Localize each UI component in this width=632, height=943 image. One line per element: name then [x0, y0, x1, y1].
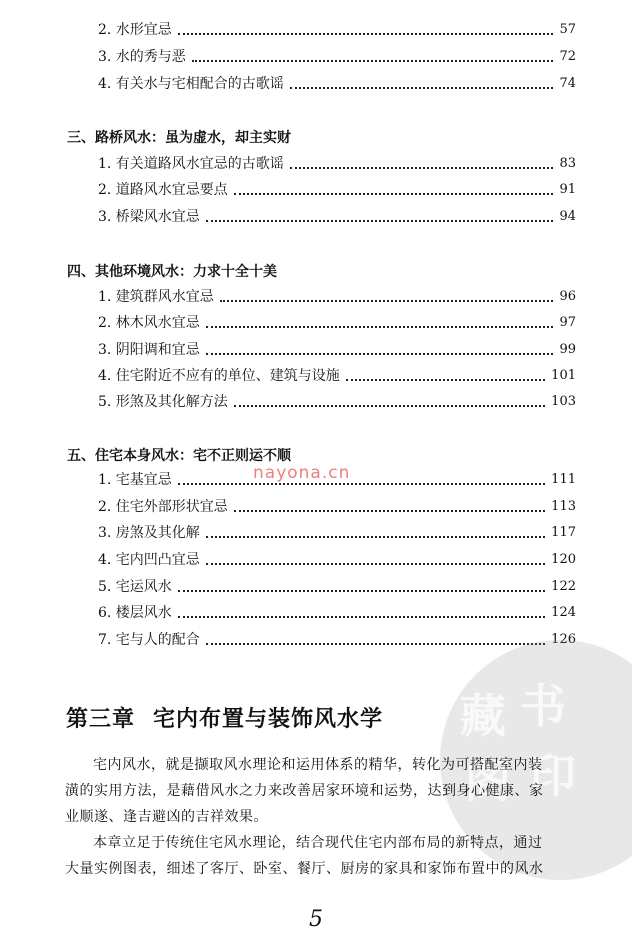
toc-leader-dots: [346, 378, 545, 381]
toc-item-label: 2. 道路风水宜忌要点: [98, 182, 228, 198]
toc-leader-dots: [192, 59, 554, 62]
chapter-title: [66, 702, 383, 733]
toc-item-label: 2. 林木风水宜忌: [98, 315, 200, 331]
toc-item: [98, 338, 576, 362]
toc-leader-dots: [206, 352, 554, 355]
toc-item-page: 83: [559, 156, 576, 171]
paragraph-line: 业顺遂、逢吉避凶的吉祥效果。: [65, 809, 268, 825]
toc-item: [98, 364, 576, 388]
toc-item-page: 101: [551, 368, 576, 383]
body-paragraph: [65, 752, 575, 830]
toc-item: [98, 178, 576, 202]
toc-item-page: 97: [559, 315, 576, 330]
toc-leader-dots: [206, 325, 554, 328]
toc-item-page: 96: [559, 289, 576, 304]
toc-item: [98, 311, 576, 335]
toc-item: [98, 601, 576, 625]
toc-item-label: 1. 建筑群风水宜忌: [98, 289, 214, 305]
toc-leader-dots: [178, 482, 545, 485]
toc-item: [98, 205, 576, 229]
toc-item-label: 7. 宅与人的配合: [98, 632, 200, 648]
toc-section-title: 三、路桥风水：虽为虚水，却主实财: [67, 130, 291, 146]
toc-item-label: 2. 住宅外部形状宜忌: [98, 499, 228, 515]
toc-leader-dots: [178, 615, 545, 618]
toc-leader-dots: [290, 86, 554, 89]
toc-item-label: 1. 有关道路风水宜忌的古歌谣: [98, 156, 284, 172]
toc-item-page: 57: [559, 22, 576, 37]
seal-stamp-decoration: 藏 书 阁 印: [440, 640, 632, 880]
toc-item-page: 74: [559, 76, 576, 91]
chapter-name: 宅内布置与装饰风水学: [153, 706, 384, 732]
toc-item: [98, 390, 576, 414]
toc-leader-dots: [178, 32, 554, 35]
toc-item: [98, 521, 576, 545]
toc-leader-dots: [206, 219, 554, 222]
toc-item-label: 1. 宅基宜忌: [98, 472, 172, 488]
page-number: 5: [309, 907, 323, 932]
paragraph-line: 大量实例图表，细述了客厅、卧室、餐厅、厨房的家具和家饰布置中的风水: [65, 861, 544, 877]
paragraph-line: 本章立足于传统住宅风水理论，结合现代住宅内部布局的新特点，通过: [93, 835, 543, 851]
toc-item: [98, 72, 576, 96]
toc-item-label: 2. 水形宜忌: [98, 22, 172, 38]
toc-item: [98, 18, 576, 42]
toc-section-title: 五、住宅本身风水：宅不正则运不顺: [67, 448, 291, 464]
toc-item-page: 126: [551, 632, 576, 647]
toc-item-label: 4. 宅内凹凸宜忌: [98, 552, 200, 568]
toc-item-label: 5. 宅运风水: [98, 579, 172, 595]
toc-item: [98, 495, 576, 519]
paragraph-line: 潢的实用方法，是藉借风水之力来改善居家环境和运势，达到身心健康、家: [65, 783, 544, 799]
toc-item-page: 94: [559, 209, 576, 224]
toc-leader-dots: [234, 404, 545, 407]
toc-item-label: 3. 房煞及其化解: [98, 525, 200, 541]
toc-item-label: 5. 形煞及其化解方法: [98, 394, 228, 410]
toc-item-page: 111: [551, 472, 576, 487]
toc-item-label: 3. 阴阳调和宜忌: [98, 342, 200, 358]
toc-leader-dots: [206, 562, 545, 565]
toc-item: [98, 45, 576, 69]
toc-item: [98, 548, 576, 572]
toc-item-page: 91: [559, 182, 576, 197]
toc-leader-dots: [206, 642, 545, 645]
toc-item-page: 117: [551, 525, 576, 540]
toc-item-label: 4. 住宅附近不应有的单位、建筑与设施: [98, 368, 340, 384]
toc-leader-dots: [234, 192, 554, 195]
body-paragraph: [65, 830, 575, 882]
watermark-url: nayona.cn: [253, 463, 351, 483]
toc-leader-dots: [206, 535, 545, 538]
toc-leader-dots: [178, 589, 545, 592]
toc-leader-dots: [234, 509, 545, 512]
toc-item: [98, 628, 576, 652]
toc-item-page: 103: [551, 394, 576, 409]
toc-item: [98, 152, 576, 176]
toc-leader-dots: [290, 166, 554, 169]
toc-item-page: 120: [551, 552, 576, 567]
toc-leader-dots: [220, 299, 554, 302]
toc-item-label: 6. 楼层风水: [98, 605, 172, 621]
toc-item-page: 72: [559, 49, 576, 64]
toc-item-page: 113: [551, 499, 576, 514]
toc-item-page: 122: [551, 579, 576, 594]
toc-item-label: 3. 桥梁风水宜忌: [98, 209, 200, 225]
toc-item: [98, 575, 576, 599]
toc-item-label: 4. 有关水与宅相配合的古歌谣: [98, 76, 284, 92]
toc-item-page: 99: [559, 342, 576, 357]
chapter-number: 第三章: [66, 706, 136, 732]
toc-item: [98, 285, 576, 309]
toc-item-page: 124: [551, 605, 576, 620]
toc-section-title: 四、其他环境风水：力求十全十美: [67, 264, 277, 280]
toc-item-label: 3. 水的秀与恶: [98, 49, 186, 65]
paragraph-line: 宅内风水，就是撷取风水理论和运用体系的精华，转化为可搭配室内装: [93, 757, 543, 773]
